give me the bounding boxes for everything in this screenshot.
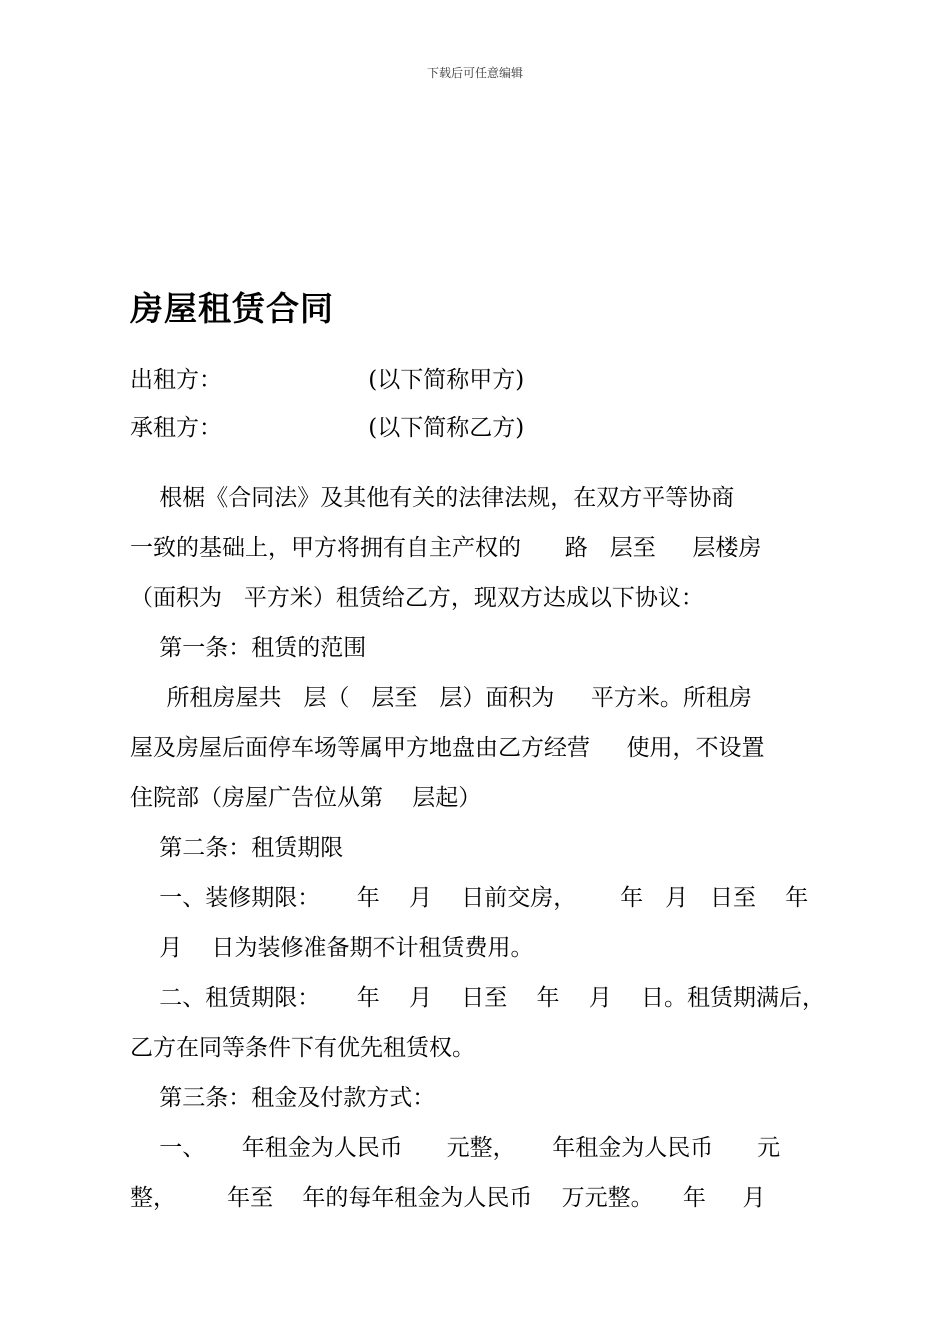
body-line-11: 二、租赁期限： 年 月 日至 年 月 日。租赁期满后， (130, 985, 826, 1011)
document-title: 房屋租赁合同 (130, 289, 334, 328)
body-line-7: 住院部（房屋广告位从第 层起） (130, 785, 482, 811)
body-line-9: 一、装修期限： 年 月 日前交房， 年 月 日至 年 (130, 885, 809, 911)
article-2-heading: 第二条：租赁期限 (130, 835, 344, 861)
body-line-10: 月 日为装修准备期不计租赁费用。 (130, 935, 534, 961)
body-line-5: 所租房屋共 层（ 层至 层）面积为 平方米。所租房 (130, 685, 752, 711)
body-line-1: 根椐《合同法》及其他有关的法律法规，在双方平等协商 (130, 485, 735, 511)
body-line-6: 屋及房屋后面停车场等属甲方地盘由乙方经营 使用，不设置 (130, 735, 765, 761)
body-line-12: 乙方在同等条件下有优先租赁权。 (130, 1035, 475, 1061)
body-line-15: 整， 年至 年的每年租金为人民币 万元整。 年 月 (130, 1185, 766, 1211)
lessor-line: 出租方： (以下简称甲方) (130, 367, 525, 393)
body-line-2: 一致的基础上，甲方将拥有自主产权的 路 层至 层楼房 (130, 535, 762, 561)
body-line-14: 一、 年租金为人民币 元整， 年租金为人民币 元 (130, 1135, 781, 1161)
body-line-3: （面积为 平方米）租赁给乙方，现双方达成以下协议： (130, 585, 704, 611)
article-1-heading: 第一条：租赁的范围 (130, 635, 367, 661)
article-3-heading: 第三条：租金及付款方式： (130, 1085, 436, 1111)
page-header-note: 下载后可任意编辑 (426, 66, 523, 80)
lessee-line: 承租方： (以下简称乙方) (130, 415, 525, 441)
